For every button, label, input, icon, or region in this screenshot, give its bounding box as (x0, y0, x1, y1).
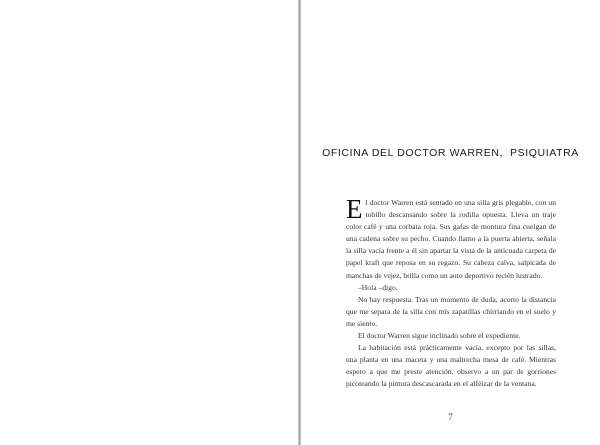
left-page (0, 0, 299, 445)
body-text (346, 194, 556, 391)
drop-cap: E (346, 194, 363, 224)
chapter-title: OFICINA DEL DOCTOR WARREN, PSIQUIATRA (322, 147, 579, 159)
paragraph-text: l doctor Warren está sentado en una silla gris plegable, con un tobillo descansando sobre la rodilla opuesta. Lleva un traje color café y una corbata roja. Sus gafas de montura fina cuelgan de una cadena sobre su pecho. Cuando llamo a la puerta abierta, señala la silla vacía frente a él sin apartar la vista de la anticuada carpeta de papel kraft que reposa en su regazo. Su cabeza calva, salpicada de manchas de vejez, brilla como un auto deportivo recién lustrado. (346, 198, 556, 280)
paragraph: No hay respuesta. Tras un momento de duda, acorto la distancia que me separa de la silla con mis zapatillas chirriando en el suelo y me siento. (346, 294, 556, 328)
page-number: 7 (448, 412, 453, 422)
paragraph (346, 194, 556, 282)
paragraph: El doctor Warren sigue inclinado sobre el expediente. (358, 331, 521, 341)
paragraph: –Hola –digo. (358, 282, 398, 292)
right-page (301, 0, 600, 445)
paragraph: La habitación está prácticamente vacía, excepto por las sillas, una planta en una maceta y una maltrecha mesa de café. Mientras espero a que me preste atención, observo a un par de gorriones picoteando la pintura descascarada en el alféizar de la ventana. (346, 343, 556, 389)
